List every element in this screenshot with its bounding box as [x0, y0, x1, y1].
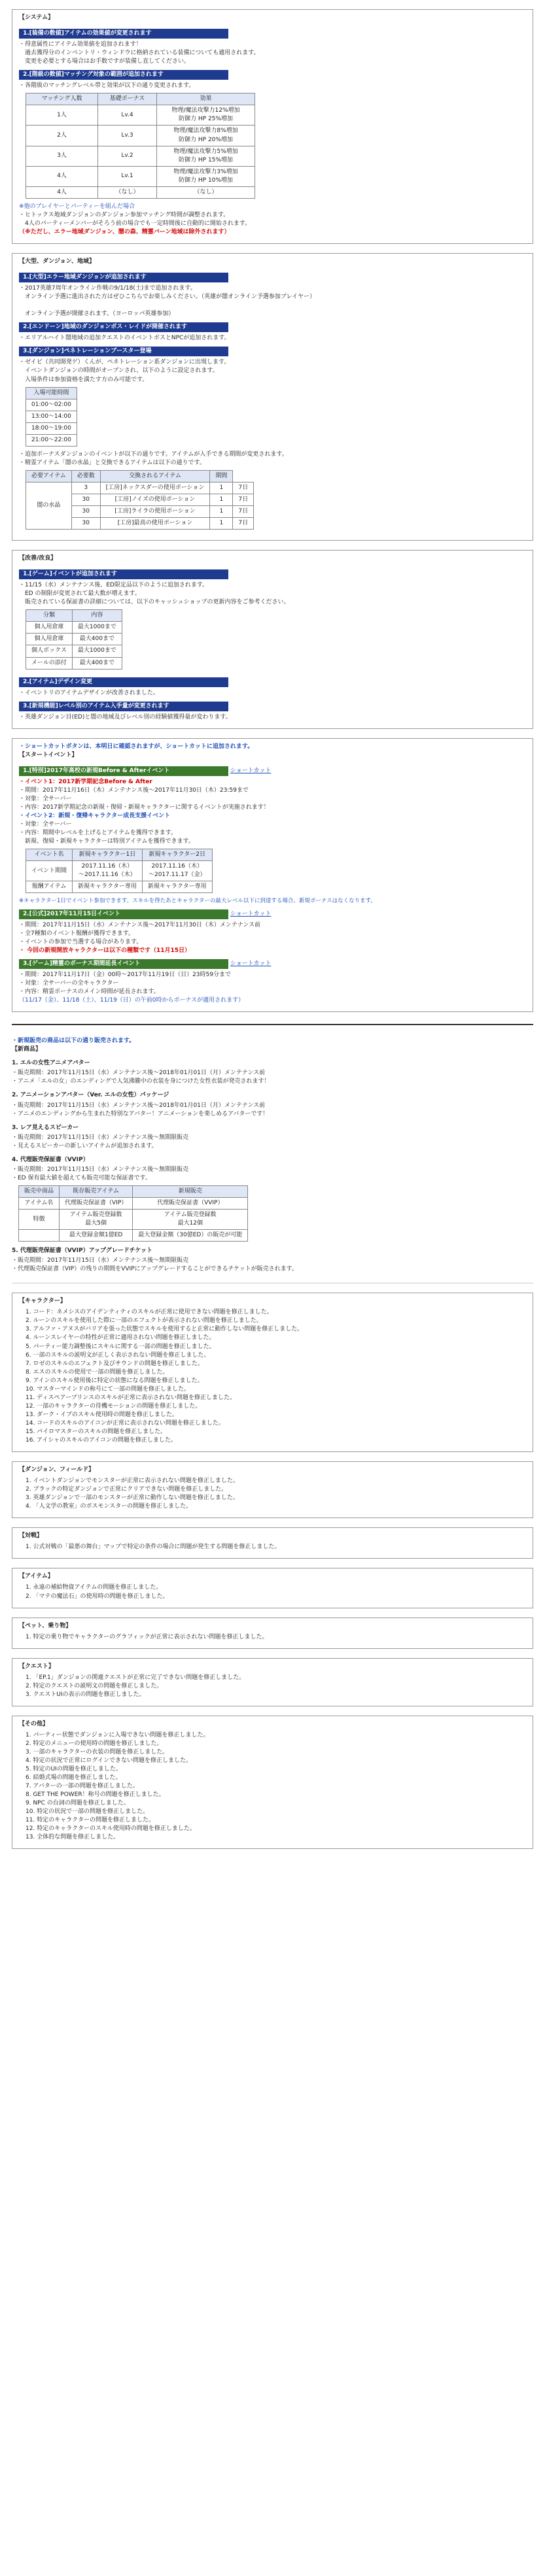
product-title: 1. エルの女性アニメアバター	[12, 1060, 90, 1067]
events-section	[12, 253, 533, 541]
table-cell: 30	[71, 494, 100, 505]
table-row	[26, 411, 77, 422]
text-line: 4. 特定の状況で正常にログインできない問題を修正しました。	[26, 1757, 192, 1765]
text-line: 4. 「人文学の教室」のボスモンスターの問題を修正しました。	[26, 1503, 192, 1510]
text-line: ・得意属性にアイテム効果値を追加されます！	[19, 41, 142, 48]
events-b1-lines	[19, 284, 526, 318]
pvp-title: 【対戦】	[19, 1533, 43, 1540]
table-header-cell: マッチング人数	[26, 93, 98, 105]
table-cell: Lv.2	[98, 146, 157, 166]
text-line: 3. 英雄ダンジョンで一部のモンスターが正常に動作しない問題を修正しました。	[26, 1495, 239, 1502]
table-header-cell: 分類	[26, 610, 73, 622]
table-cell: 物理/魔法攻撃力5%増加 防御力 HP 15%増加	[157, 146, 255, 166]
text-line: 13. ダーク・イブのスキル使用時の問題を修正しました。	[26, 1411, 178, 1418]
text-line: 販売されている保証書の詳細については、以下のキャッシュショップの更新内容をご参考ください。	[19, 599, 290, 606]
text-line: 7. ロゼのスキルのエフェクト及びサウンドの問題を修正しました。	[26, 1360, 203, 1367]
text-line: 1. 永遠の補給物資アイテムの問題を修正しました。	[26, 1584, 162, 1591]
system-b2-header: 2.[階級の数値]マッチング対象の範囲が追加されます	[19, 70, 228, 80]
table-header-cell: 入場可能時間	[26, 387, 77, 399]
text-line: ・対象：全サーバー	[19, 796, 72, 802]
table-cell: 個人用倉庫	[26, 634, 73, 645]
text-line: 5. 特定のUIの問題を修正しました。	[26, 1766, 122, 1773]
table-row	[26, 146, 255, 166]
table-cell: Lv.4	[98, 105, 157, 126]
table-row	[26, 422, 77, 434]
table-cell: 新規キャラクター専用	[73, 881, 143, 893]
table-cell: 最大1000まで	[72, 645, 122, 657]
text-line: ・ED 保有最大値を超えても販売可能な保証書です。	[12, 1174, 151, 1181]
table-header-cell: 新規キャラクター2日	[142, 849, 212, 861]
table-cell: 21:00〜22:00	[26, 434, 77, 446]
dungeon-lines	[19, 1477, 526, 1511]
system-section	[12, 9, 533, 244]
text-line: イベントダンジョンの時間がオープンされ、以下のように設定されます。	[19, 367, 219, 375]
text-line: 1. 特定の乗り物でキャラクターのグラフィックが正常に表示されない問題を修正しました。	[26, 1633, 268, 1640]
table-cell: 個人用倉庫	[26, 622, 73, 634]
shortcut-s1-link[interactable]: ショートカット	[230, 767, 272, 774]
table-row	[26, 610, 122, 622]
item-title: 【アイテム】	[19, 1573, 54, 1580]
maint-b1-header: 1.[ゲーム]イベントが追加されます	[19, 569, 228, 579]
table-header-cell: 必要アイテム	[26, 470, 72, 482]
table-header-cell: 新規キャラクター1日	[73, 849, 143, 861]
table-cell: 報酬アイテム	[26, 881, 73, 893]
text-line: 2. 特定のメニューの使用時の問題を修正しました。	[26, 1740, 163, 1747]
table-cell: イベント期間	[26, 861, 73, 881]
item-table	[26, 470, 254, 530]
pvp-section	[12, 1527, 533, 1559]
table-row	[26, 622, 122, 634]
table-row	[26, 470, 254, 482]
character-title: 【キャラクター】	[19, 1298, 66, 1305]
maint-title: 【改善/改良】	[19, 555, 57, 562]
text-line: ・期間：2017年11月17日（金）00時〜2017年11月19日（日）23時59分まで	[19, 972, 231, 979]
table-cell: 2017.11.16（木） 〜2017.11.17（金）	[142, 861, 212, 881]
text-line: ・アニメのエンディングから生まれた特別なアバター！アニメーションを楽しめるアバターです！	[12, 1110, 269, 1117]
text-line: 12. 特定のキャラクターのスキル使用時の問題を修正しました。	[26, 1825, 196, 1833]
product-title: 4. 代理販売保証書（VVIP）	[12, 1156, 89, 1163]
shortcut-s2-header: 2.[公式]2017年11月15日イベント	[19, 909, 228, 919]
events-b1-header: 1.[大型]エラー地域ダンジョンが追加されます	[19, 273, 228, 282]
table-cell: 18:00〜19:00	[26, 422, 77, 434]
text-line: ・追加ボーナスダンジョンのイベントが以下の通りです。アイテムが入手できる期間が変更されます。	[19, 450, 288, 458]
table-cell: 最大400まで	[72, 657, 122, 669]
table-cell: 代理販売保証書（VIP）	[60, 1197, 133, 1209]
maint-b2-lines	[19, 689, 526, 698]
product-title: 2. アニメーションアバター（Ver. エルの女性）パッケージ	[12, 1092, 169, 1099]
text-line: 12. 一部のキャラクターの待機モーションの問題を修正しました。	[26, 1402, 202, 1410]
pet-lines	[19, 1633, 526, 1642]
text-line: ・期間：2017年11月16日（木）メンテナンス後〜2017年11月30日（木）23:59まで	[19, 787, 249, 794]
etc-lines	[19, 1731, 526, 1842]
table-cell: 最大登録金額（30億ED）の販売が可能	[133, 1230, 248, 1242]
table-cell: 1	[210, 518, 233, 530]
table-cell: 最大登録金額1億ED	[60, 1230, 133, 1242]
shortcut-s1-sub: ・イベント1：2017新学期記念Before & After	[19, 778, 152, 785]
text-line: オンライン予選に進出された方はぜひこちらでお楽しみください。（英雄が闇オンライン予選参加プレイヤー）	[19, 294, 316, 301]
events-b2-header: 2.[エンドーン]地域のダンジョンボス・レイドが開催されます	[19, 322, 228, 332]
table-header-cell: 基礎ボーナス	[98, 93, 157, 105]
updates-head: 【新商品】	[12, 1046, 42, 1053]
text-line: ・イベントの参加で当選する場合があります。	[19, 938, 143, 945]
table-cell: Lv.3	[98, 126, 157, 146]
text-line: ED の制限が変更されて最大数が増えます。	[19, 590, 141, 598]
text-line: 1. イベントダンジョンでモンスターが正常に表示されない問題を修正しました。	[26, 1478, 239, 1485]
table-row	[26, 645, 122, 657]
shortcut-start: 【スタートイベント】	[19, 751, 78, 758]
text-line: 1. コード：ネメシスのアイデンティティのスキルが正常に使用できない問題を修正しました。	[26, 1309, 273, 1316]
pvp-lines	[19, 1543, 526, 1551]
text-line: 11. ディスペアープリンスのスキルが正常に表示されない問題を修正しました。	[26, 1394, 236, 1401]
table-header-cell: 必要数	[71, 470, 100, 482]
table-cell: アイテム名	[19, 1197, 60, 1209]
table-header-cell: 効果	[157, 93, 255, 105]
table-header-cell: 既存販売アイテム	[60, 1185, 133, 1197]
text-line: ・ゼイビ（共同開発ゲ）くんが、ペネトレーション系ダンジョンに出現します。	[19, 359, 230, 366]
table-row	[26, 881, 213, 893]
table-cell: 4人	[26, 186, 98, 198]
table-row	[26, 849, 213, 861]
text-line: ・対象：全サーバー	[19, 821, 72, 828]
shortcut-s2-red: ・ 今回の新規開放キャラクターは以下の種類です（11月15日）	[19, 947, 191, 954]
table-cell: 代理販売保証書（VVIP）	[133, 1197, 248, 1209]
text-line: ・販売期間：2017年11月15日（水）メンテナンス後〜無期限販売	[12, 1166, 189, 1173]
text-line: 3. アルファ・アヌスがバリアを張った状態でスキルを使用すると正常に動作しない問題を修正しました。	[26, 1326, 304, 1333]
table-cell: 物理/魔法攻撃力3%増加 防御力 HP 10%増加	[157, 166, 255, 186]
text-line: ・内容：2017新学期記念の新規・復帰・新規キャラクターに関するイベントが実施されます！	[19, 804, 270, 811]
quest-title: 【クエスト】	[19, 1663, 54, 1670]
table-cell: 4人	[26, 166, 98, 186]
text-line: 4人のパーティーメンバーがそろう前の場合でも一定時間後に自動的に開始されます。	[19, 220, 251, 227]
text-line: 4. ルーンスレイヤーの特性が正常に適用されない問題を修正しました。	[26, 1334, 215, 1342]
table-cell: メールの添付	[26, 657, 73, 669]
shortcut-section	[12, 738, 533, 1012]
updates-item5: 5. 代理販売保証書（VVIP）アップグレードチケット	[12, 1247, 152, 1255]
events-b2-lines	[19, 334, 526, 343]
character-lines	[19, 1308, 526, 1445]
text-line: ・販売期間：2017年11月15日（水）メンテナンス後〜2018年01月01日（月）メンテナンス前	[12, 1070, 266, 1077]
text-line: 8. エスのスキルの使用で一部の問題を修正しました。	[26, 1368, 169, 1376]
text-line: 2. 「マテの魔法石」の使用時の問題を修正しました。	[26, 1593, 169, 1600]
text-line: 2. ルーンのスキルを使用した際に一部のエフェクトが表示されない問題を修正しました。	[26, 1317, 262, 1325]
table-row	[19, 1230, 248, 1242]
text-line: ・内容：期間中レベルを上げるとアイテムを獲得できます。	[19, 830, 177, 837]
text-line: 9. NPC の台詞の問題を修正しました。	[26, 1800, 130, 1807]
text-line: 11. 特定のキャラクターの問題を修正しました。	[26, 1817, 154, 1824]
system-b1-header: 1.[装備の数値]アイテムの効果値が変更されます	[19, 29, 228, 39]
table-cell: Lv.1	[98, 166, 157, 186]
text-line: 入場条件は参加資格を満たす方のみ可能です。	[19, 376, 149, 383]
text-line: ・アニメ「エルの女」のエンディングで人気沸騰中の衣装を身につけた女性衣装が発売されます！	[12, 1078, 270, 1085]
shortcut-intro: ・ショートカットボタンは、本明日に確認されますが、ショートカットに追加されます。	[19, 743, 254, 750]
table-row	[26, 186, 255, 198]
table-cell: 1	[210, 494, 233, 505]
table-row	[26, 126, 255, 146]
table-cell: 闇の水晶	[26, 482, 72, 529]
item-section	[12, 1568, 533, 1608]
text-line: ・販売期間：2017年11月15日（水）メンテナンス後〜2018年01月01日（月）メンテナンス前	[12, 1102, 266, 1109]
shortcut-s3-lines	[19, 971, 526, 996]
quest-lines	[19, 1674, 526, 1699]
event-table	[26, 849, 213, 893]
table-cell: （なし）	[157, 186, 255, 198]
table-header-cell: 新規販売	[133, 1185, 248, 1197]
system-b1-lines	[19, 41, 526, 66]
table-cell: 1人	[26, 105, 98, 126]
updates-section	[12, 1037, 533, 1274]
system-b2-after	[19, 211, 526, 228]
quest-section	[12, 1658, 533, 1706]
shortcut-s1-note: ※キャラクター1日でイベント参加できます。スキルを得たあとキャラクターの最大レベル以下に到達する場合、新規ボーナスはなくなります。	[19, 898, 376, 905]
text-line: 過去獲得分のインベントリ・ウィンドウに格納されている装備についても適用されます。	[19, 50, 260, 57]
table-cell: [工房]ライラの使用ポーション	[100, 506, 210, 518]
pet-section	[12, 1618, 533, 1649]
text-line: 2. ブラックの特定ダンジョンで正常にクリアできない問題を修正しました。	[26, 1486, 228, 1493]
table-cell: [工房]最高の使用ポーション	[100, 518, 210, 530]
text-line: 8. GET THE POWER！称号の問題を修正しました。	[26, 1791, 165, 1799]
table-cell: 01:00〜02:00	[26, 399, 77, 411]
updates-item5-lines	[12, 1257, 533, 1274]
text-line: 新規、復帰・新規キャラクターは特別アイテムを獲得できます。	[19, 838, 194, 845]
updates-intro: ・新規販売の商品は以下の通り販売されます。	[12, 1038, 135, 1045]
text-line: ・内容：精霊ボーナスのメイン時間が延長されます。	[19, 989, 160, 996]
system-b2-red: （※ただし、エラー地域ダンジョン、闇の森、精霊バーン地域は除外されます）	[19, 228, 230, 235]
shortcut-s1-lines2	[19, 821, 526, 846]
events-b3-header: 3.[ダンジョン]ペネトレーションブースター登場	[19, 347, 228, 356]
text-line: 5. パーティー能力調整後にスキルに関する一部の問題を修正しました。	[26, 1343, 215, 1350]
table-cell: 1	[210, 482, 233, 494]
shortcut-s3-note: （11/17（金）、11/18（土）、11/19（日）の午前0時からボーナスが適用されます）	[19, 997, 245, 1004]
text-line: 3. 一部のキャラクターの衣装の問題を修正しました。	[26, 1748, 169, 1755]
table-cell: 1	[210, 506, 233, 518]
text-line: ・11/15（水）メンテナンス後、ED限定品以下のように追加されます。	[19, 582, 209, 589]
table-cell: 物理/魔法攻撃力12%増加 防御力 HP 25%増加	[157, 105, 255, 126]
table-row	[19, 1197, 248, 1209]
text-line: ・販売期間：2017年11月15日（水）メンテナンス後〜無期限販売	[12, 1257, 189, 1264]
table-cell: 13:00〜14:00	[26, 411, 77, 422]
character-section	[12, 1293, 533, 1452]
table-cell: 30	[71, 506, 100, 518]
text-line: ・代理販売保証書（VIP）の残りの期間をVVIPにアップグレードすることができるチケットが販売されます。	[12, 1266, 298, 1273]
table-cell: 7日	[233, 482, 254, 494]
shortcut-s3-header: 3.[ゲーム]精霊のボーナス期間延長イベント	[19, 959, 228, 969]
text-line: ・イベントリのアイテムデザインが改善されました。	[19, 689, 159, 696]
text-line: 6. 結婚式場の問題を修正しました。	[26, 1774, 122, 1782]
text-line: 10. マスターマインドの称号にて一部の問題を修正しました。	[26, 1385, 190, 1393]
text-line: ・2017英雄7周年オンライン作戦の9/1/18(土)まで追加されます。	[19, 285, 196, 292]
text-line: ・ヒトックス地域ダンジョンのダンジョン参加マッチング時間が調整されます。	[19, 211, 230, 218]
table-row	[26, 387, 77, 399]
dungeon-title: 【ダンジョン、フィールド】	[19, 1466, 95, 1474]
table-cell: 7日	[233, 506, 254, 518]
table-cell: 物理/魔法攻撃力8%増加 防御力 HP 20%増加	[157, 126, 255, 146]
etc-title: 【その他】	[19, 1720, 49, 1727]
table-cell: 30	[71, 518, 100, 530]
maint-b1-lines	[19, 581, 526, 607]
table-row	[26, 657, 122, 669]
table-row	[19, 1210, 248, 1230]
dungeon-section	[12, 1461, 533, 1518]
text-line: ・精霊アイテム「闇の水晶」と交換できるアイテムは以下の通りです。	[19, 459, 205, 466]
shortcut-s1-header: 1.[特別]2017年高校の新規Before & Afterイベント	[19, 766, 228, 776]
maint-b2-header: 2.[アイテム]デザイン変更	[19, 677, 228, 687]
text-line: 7. アバターの一部の問題を修正しました。	[26, 1783, 139, 1790]
table-cell: 2人	[26, 126, 98, 146]
table-row	[26, 93, 255, 105]
table-header-cell: 交換されるアイテム	[100, 470, 210, 482]
updates-items	[12, 1059, 533, 1183]
text-line: 9. アインのスキル使用後に特定の状態になる問題を修正しました。	[26, 1377, 203, 1384]
table-cell	[19, 1230, 60, 1242]
table-cell: アイテム販売登録数 最大5個	[60, 1210, 133, 1230]
table-row	[19, 1185, 248, 1197]
text-line: 6. 一部のスキルの説明文が正しく表示されない問題を修正しました。	[26, 1351, 210, 1359]
pet-title: 【ペット、乗り物】	[19, 1622, 72, 1629]
table-header-cell: 期間	[210, 470, 233, 482]
table-cell: アイテム販売登録数 最大12個	[133, 1210, 248, 1230]
match-table	[26, 93, 255, 198]
text-line: 変更を必要とする場合はお手数ですが装備し直してください。	[19, 58, 190, 65]
text-line: 16. アイシャのスキルのアイコンの問題を修正しました。	[26, 1437, 177, 1444]
text-line: ・見えるスピーカーの新しいアイテムが追加されます。	[12, 1142, 158, 1149]
text-line	[19, 301, 526, 310]
shortcut-s1-lines	[19, 787, 526, 812]
etc-section	[12, 1716, 533, 1850]
table-cell: 新規キャラクター専用	[142, 881, 212, 893]
table-header-cell: イベント名	[26, 849, 73, 861]
text-line: ・販売期間：2017年11月15日（水）メンテナンス後〜無期限販売	[12, 1134, 189, 1141]
table-header-cell: 販売中商品	[19, 1185, 60, 1197]
shortcut-s1-sub2: ・イベント2：新規・復帰キャラクター成長支援イベント	[19, 813, 171, 820]
table-cell: [工房]ネックスダーの使用ポーション	[100, 482, 210, 494]
table-cell: 個人ボックス	[26, 645, 73, 657]
system-b2-lines	[19, 82, 526, 90]
table-cell: 2017.11.16（木） 〜2017.11.16（木）	[73, 861, 143, 881]
table-cell: 7日	[233, 494, 254, 505]
table-row	[26, 482, 254, 494]
ticket-table	[26, 609, 122, 669]
shortcut-s2-lines	[19, 921, 526, 947]
item-lines	[19, 1584, 526, 1601]
table-row	[26, 634, 122, 645]
table-cell: 7日	[233, 518, 254, 530]
vvip-table	[18, 1185, 248, 1242]
text-line: ・エリアルハイト闇地域の追加クエストのイベントボスとNPCが追加されます。	[19, 335, 230, 342]
text-line: 13. 全体的な問題を修正しました。	[26, 1834, 120, 1841]
table-cell: 最大400まで	[72, 634, 122, 645]
system-title: 【システム】	[19, 14, 54, 21]
table-cell: [工房]ノイズの使用ポーション	[100, 494, 210, 505]
table-cell: 最大1000まで	[72, 622, 122, 634]
events-title: 【大型、ダンジョン、地域】	[19, 258, 95, 265]
text-line: オンライン予選が開催されます。（ヨーロッパ英雄参加）	[19, 311, 175, 318]
shortcut-s3-link[interactable]: ショートカット	[230, 960, 272, 968]
text-line: 3. クエストUIの表示の問題を修正しました。	[26, 1691, 145, 1698]
table-cell: 3	[71, 482, 100, 494]
table-row	[26, 166, 255, 186]
table-cell: （なし）	[98, 186, 157, 198]
time-table	[26, 387, 77, 447]
maint-section	[12, 550, 533, 729]
table-row	[26, 434, 77, 446]
table-header-cell: 内容	[72, 610, 122, 622]
maint-b3-lines	[19, 713, 526, 722]
text-line: ・英雄ダンジョン目(ED)と闇の地域及びレベル別の経験値獲得量が変わります。	[19, 713, 232, 720]
shortcut-s2-link[interactable]: ショートカット	[230, 910, 272, 917]
table-cell: 特徴	[19, 1210, 60, 1230]
text-line: 1. 「EP.1」ダンジョンの関連クエストが正常に完了できない問題を修正しました。	[26, 1674, 245, 1681]
text-line: 1. パーティー状態でダンジョンに入場できない問題を修正しました。	[26, 1731, 209, 1738]
text-line: 1. 公式対戦の「最悪の舞台」マップで特定の条件の場合に問題が発生する問題を修正しました。	[26, 1544, 281, 1551]
table-row	[26, 105, 255, 126]
table-row	[26, 399, 77, 411]
table-row	[26, 861, 213, 881]
product-title: 3. レア見えるスピーカー	[12, 1124, 79, 1131]
table-cell: 3人	[26, 146, 98, 166]
divider	[12, 1024, 533, 1025]
text-line: ・各階級のマッチングレベル帯と効果が以下の通り変更されます。	[19, 82, 195, 90]
system-b2-note: ※他のプレイヤーとパーティーを組んだ場合	[19, 203, 135, 210]
text-line: 10. 特定の状況で一部の問題を修正しました。	[26, 1808, 149, 1816]
text-line: ・期間：2017年11月15日（水）メンテナンス後〜2017年11月30日（木）メンテナンス前	[19, 921, 261, 928]
text-line: 14. コードのスキルのアイコンが正常に表示されない問題を修正しました。	[26, 1419, 224, 1427]
text-line: ・全7種類のイベント報酬が獲得できます。	[19, 930, 135, 937]
text-line: 2. 特定のクエストの説明文の問題を修正しました。	[26, 1682, 163, 1689]
text-line: ・対象：全サーバーの全キャラクター	[19, 980, 119, 987]
events-b3-lines	[19, 358, 526, 384]
events-after-time	[19, 450, 526, 467]
text-line: 15. パイロマスターのスキルの問題を修正しました。	[26, 1428, 167, 1435]
maint-b3-header: 3.[新規機能]レベル別のアイテム入手量が変更されます	[19, 702, 228, 711]
